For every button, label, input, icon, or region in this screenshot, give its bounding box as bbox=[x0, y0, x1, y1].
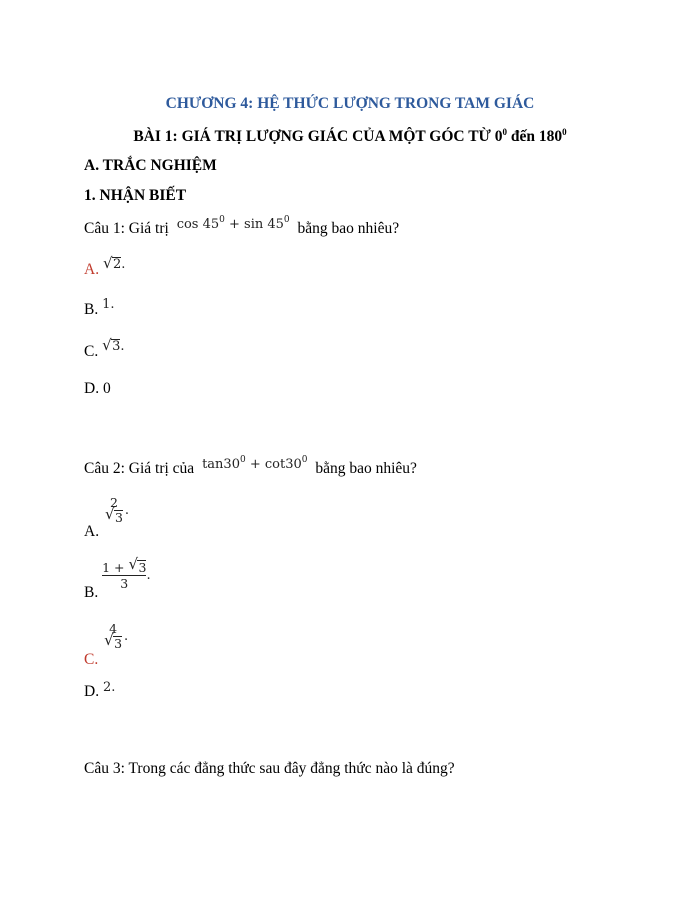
option-a-period: . bbox=[124, 503, 130, 519]
option-d-label: D. 0 bbox=[84, 380, 111, 397]
question-1-option-b[interactable] bbox=[84, 297, 115, 319]
question-2-option-c[interactable] bbox=[84, 621, 129, 669]
question-3: Câu 3: Trong các đẳng thức sau đây đẳng thức nào là đúng? bbox=[84, 760, 455, 777]
question-2 bbox=[84, 455, 417, 478]
section-heading-recognition: 1. NHẬN BIẾT bbox=[84, 187, 187, 204]
question-1-option-d[interactable] bbox=[84, 380, 111, 398]
expr-cot-degree: 0 bbox=[301, 455, 308, 465]
question-1 bbox=[84, 215, 400, 238]
option-c-denominator: √ 3 bbox=[104, 631, 123, 651]
question-2-expression bbox=[202, 457, 307, 472]
option-b-numerator: 1 + √ 3 bbox=[102, 555, 147, 575]
option-c-period: . bbox=[120, 339, 125, 354]
option-d-label: D. bbox=[84, 683, 100, 700]
lesson-title bbox=[0, 128, 700, 146]
option-c-period: . bbox=[124, 629, 129, 645]
question-1-option-a[interactable] bbox=[84, 254, 126, 279]
option-a-label: A. bbox=[84, 261, 100, 278]
section-heading-multiple-choice: A. TRẮC NGHIỆM bbox=[84, 157, 217, 174]
expr-sin-degree: 0 bbox=[283, 215, 290, 225]
option-b-period: . bbox=[146, 568, 151, 584]
option-d-period: . bbox=[111, 680, 116, 695]
option-b-period: . bbox=[110, 297, 115, 312]
option-a-fraction bbox=[103, 496, 125, 525]
chapter-title: CHƯƠNG 4: HỆ THỨC LƯỢNG TRONG TAM GIÁC bbox=[165, 95, 535, 112]
question-2-option-d[interactable] bbox=[84, 680, 116, 701]
question-2-option-b[interactable] bbox=[84, 555, 151, 602]
option-a-numerator: 2 bbox=[109, 495, 118, 510]
question-1-option-c[interactable] bbox=[84, 336, 125, 361]
option-c-label: C. bbox=[84, 651, 99, 669]
option-c-fraction bbox=[102, 622, 124, 651]
expr-cos-degree: 0 bbox=[219, 215, 225, 225]
question-2-option-a[interactable] bbox=[84, 495, 130, 541]
question-1-prefix: Câu 1: Giá trị bbox=[84, 220, 169, 237]
option-a-denominator: √ 3 bbox=[104, 505, 123, 525]
expr-tan: tan30 bbox=[202, 457, 240, 472]
expr-cot: + cot30 bbox=[249, 457, 302, 472]
option-c-numerator: 4 bbox=[109, 621, 118, 636]
question-1-expression bbox=[177, 217, 290, 232]
option-b-fraction bbox=[102, 555, 147, 591]
option-c-label: C. bbox=[84, 343, 99, 360]
question-2-prefix: Câu 2: Giá trị của bbox=[84, 460, 195, 477]
option-a-period: . bbox=[121, 257, 126, 272]
lesson-title-degree-2: 0 bbox=[562, 127, 567, 137]
option-b-label: B. bbox=[84, 584, 99, 602]
expr-tan-degree: 0 bbox=[239, 455, 246, 465]
option-d-value: 2 bbox=[102, 680, 112, 695]
option-a-label: A. bbox=[84, 523, 100, 541]
question-2-suffix: bằng bao nhiêu? bbox=[315, 460, 417, 477]
option-b-denominator: 3 bbox=[102, 575, 146, 591]
option-b-value: 1 bbox=[102, 297, 111, 312]
lesson-title-prefix: BÀI 1: GIÁ TRỊ LƯỢNG GIÁC CỦA MỘT GÓC TỪ 0 bbox=[133, 128, 503, 145]
expr-sin: + sin 45 bbox=[229, 217, 284, 232]
lesson-title-mid: đến 180 bbox=[507, 128, 563, 145]
option-c-value: √ 3 bbox=[102, 336, 121, 354]
option-b-label: B. bbox=[84, 301, 99, 318]
expr-cos: cos 45 bbox=[176, 217, 220, 232]
question-1-suffix: bằng bao nhiêu? bbox=[297, 220, 400, 237]
option-a-value: √ 2 bbox=[102, 254, 122, 272]
lesson-title-degree-1: 0 bbox=[502, 127, 508, 137]
